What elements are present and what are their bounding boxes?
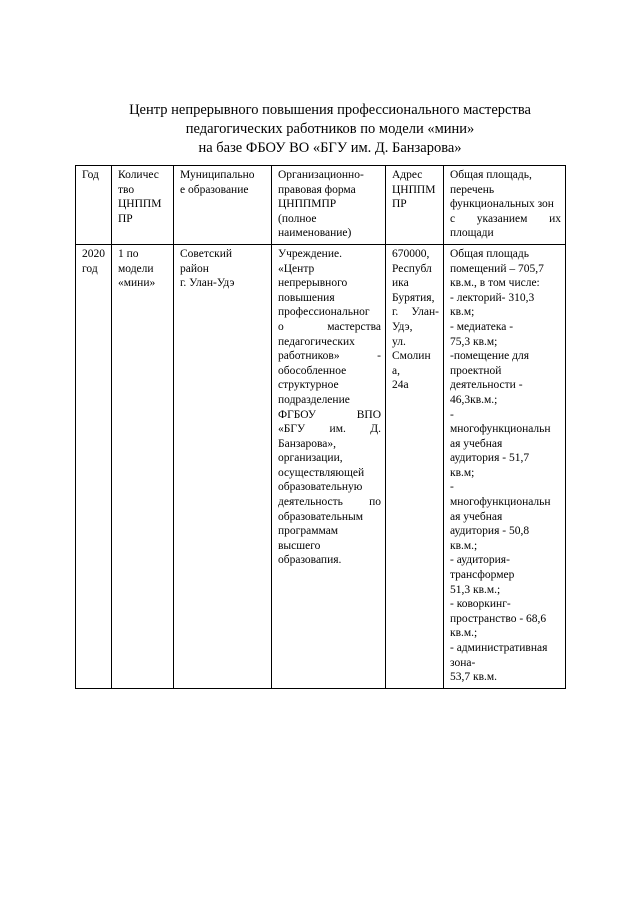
text-line: Советский [180,247,233,260]
text-line: - административная [450,642,548,654]
text-line: ПР [118,212,133,225]
table-row [76,244,566,688]
text-line: ПР [392,198,407,211]
text-line: - [450,408,454,421]
text-line: перечень [450,183,495,196]
cell-year [76,244,112,688]
text-line: 46,3кв.м.; [450,393,498,406]
text-line: площади [450,227,494,240]
text-line: организации, [278,452,343,465]
text-line: обособленное [278,364,347,377]
text-line: многофункциональн [450,423,551,436]
header-area [444,166,566,245]
text-line: - медиатека - [450,320,514,333]
text-line: Организационно- [278,169,364,181]
text-line: помещений – 705,7 [450,262,544,275]
text-line: модели [118,262,154,275]
text-line: Год [82,169,99,181]
text-line: «БГУ им. Д. [278,423,381,436]
text-line: ая учебная [450,510,503,523]
text-line: аудитория - 51,7 [450,452,530,465]
text-line: пространство - 68,6 [450,612,547,625]
text-line: район [180,262,209,275]
text-line: трансформер [450,569,515,582]
header-year [76,166,112,245]
cell-address [386,244,444,688]
text-line: 75,3 кв.м; [450,335,498,348]
text-line: ЦНППМ [392,183,436,196]
text-line: Общая площадь, [450,169,532,181]
text-line: профессиональног [278,306,370,319]
text-line: Общая площадь [450,247,529,260]
centers-table [75,165,566,689]
text-line: Банзарова», [278,437,337,450]
text-line: 1 по [118,247,139,260]
text-line: деятельности - [450,379,523,392]
text-line: - лекторий- 310,3 [450,291,535,304]
text-line: 53,7 кв.м. [450,671,498,684]
text-line: - коворкинг- [450,598,511,611]
text-line: проектной [450,364,502,377]
text-line: многофункциональн [450,496,551,509]
text-line: кв.м.; [450,539,478,552]
text-line: образовательную [278,481,363,494]
cell-count [112,244,174,688]
text-line: г. Улан- [392,306,439,319]
text-line: педагогических [278,335,355,348]
header-address [386,166,444,245]
text-line: Количес [118,169,159,181]
text-line: ЦНППМПР [278,198,337,211]
text-line: Республ [392,262,432,275]
text-line: а, [392,364,400,377]
text-line: образовательным [278,510,364,523]
text-line: Бурятия, [392,291,435,304]
text-line: аудитория - 50,8 [450,525,530,538]
text-line: 24а [392,379,409,392]
text-line: «Центр [278,262,315,275]
text-line: о мастерства [278,320,381,333]
text-line: зона- [450,656,476,669]
text-line: «мини» [118,277,156,290]
cell-municipality [174,244,272,688]
text-line: Учреждение. [278,247,342,260]
text-line: непрерывного [278,277,348,290]
text-line: ая учебная [450,437,503,450]
text-line: кв.м; [450,306,475,319]
text-line: ФГБОУ ВПО [278,408,381,421]
title-line-2: педагогических работников по модели «мини» [185,121,475,137]
text-line: -помещение для [450,350,530,363]
text-line: деятельность по [278,496,381,509]
text-line: - [450,481,454,494]
title-line-3: на базе ФБОУ ВО «БГУ им. Д. Банзарова» [198,140,462,156]
text-line: структурное [278,379,339,392]
text-line: Адрес [392,169,423,181]
text-line: г. Улан-Удэ [180,277,235,290]
text-line: с указанием их [450,212,561,225]
text-line: кв.м.; [450,627,478,640]
text-line: подразделение [278,393,350,406]
text-line: программам [278,525,339,538]
title-line-1: Центр непрерывного повышения профессионального мастерства [129,102,531,118]
text-line: ика [392,277,409,290]
text-line: наименование) [278,227,352,240]
text-line: 670000, [392,247,430,260]
cell-area [444,244,566,688]
text-line: (полное [278,212,317,225]
text-line: ул. [392,335,406,348]
text-line: повышения [278,291,335,304]
table-header-row [76,166,566,245]
text-line: Удэ, [392,320,413,333]
text-line: 51,3 кв.м.; [450,583,501,596]
text-line: 2020 [82,247,105,260]
document-title [60,101,600,158]
text-line: правовая форма [278,183,356,196]
header-count [112,166,174,245]
text-line: ЦНППМ [118,198,162,211]
text-line: образовапия. [278,554,342,567]
text-line: функциональных зон [450,198,554,211]
text-line: работников» - [278,350,381,363]
text-line: Смолин [392,350,431,363]
cell-legal-form [272,244,386,688]
text-line: е образование [180,183,249,196]
text-line: высшего [278,539,321,552]
text-line: осуществляющей [278,466,365,479]
text-line: год [82,262,98,275]
text-line: - аудитория- [450,554,510,567]
text-line: кв.м., в том числе: [450,277,540,290]
header-municipality [174,166,272,245]
text-line: Муниципально [180,169,255,181]
text-line: кв.м; [450,466,475,479]
header-legal-form [272,166,386,245]
text-line: тво [118,183,135,196]
